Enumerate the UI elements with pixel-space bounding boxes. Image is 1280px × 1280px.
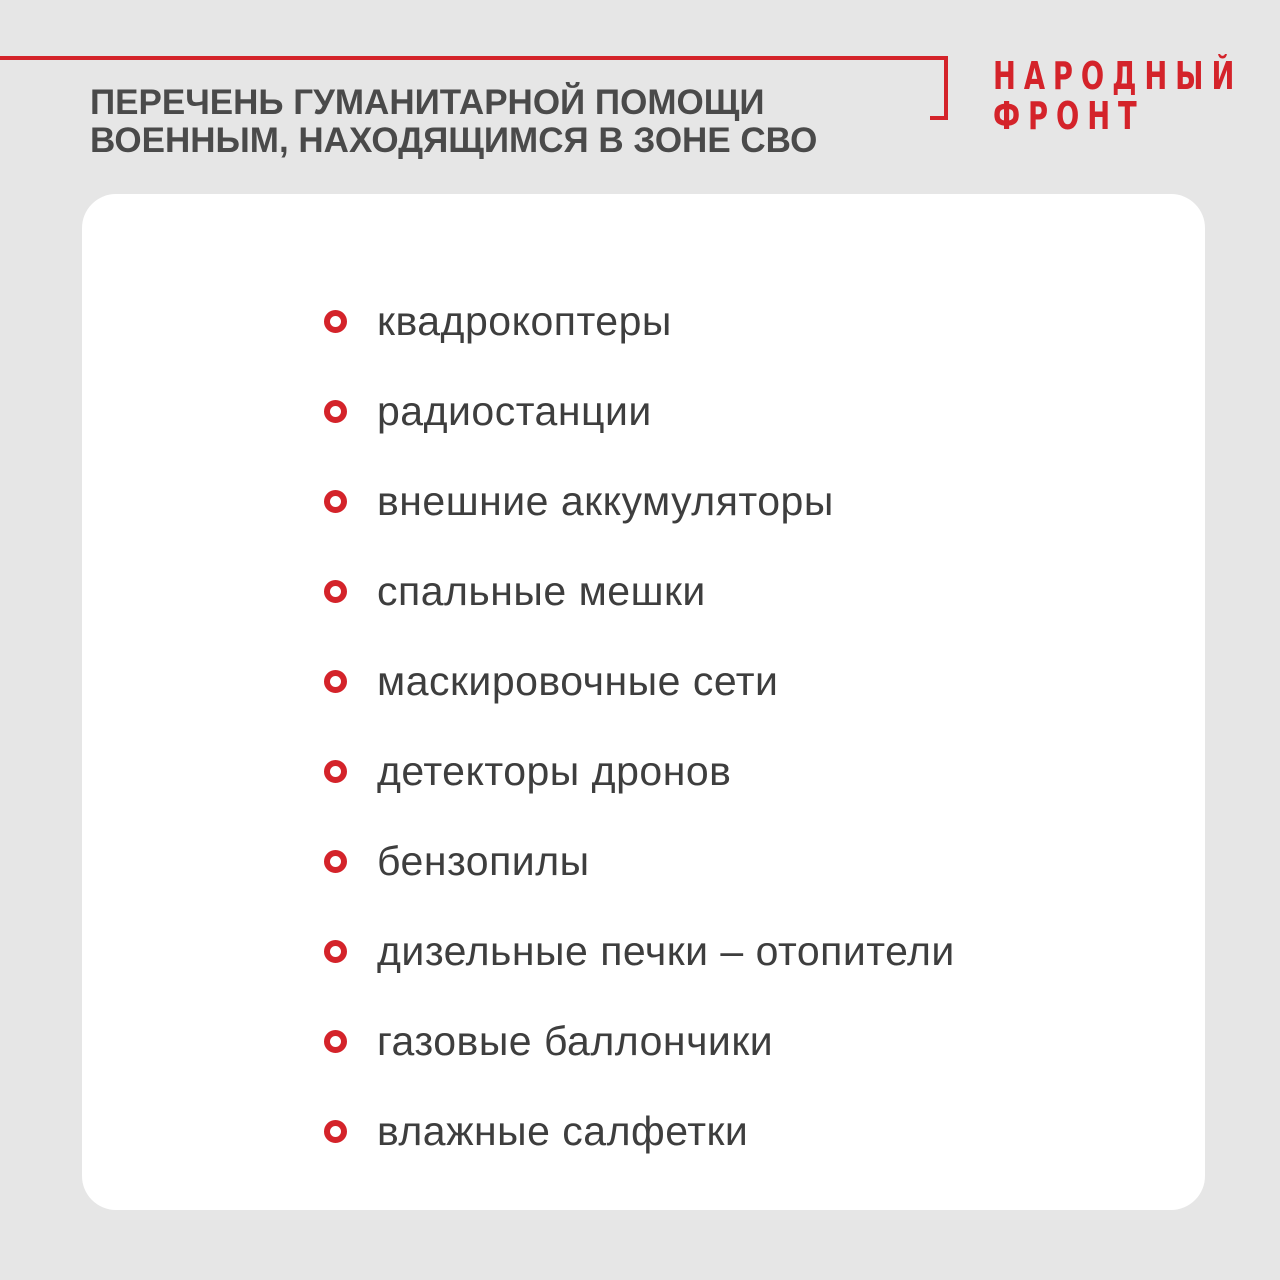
- ring-bullet-icon: [324, 490, 347, 513]
- ring-bullet-icon: [324, 760, 347, 783]
- top-red-rule: [0, 56, 948, 60]
- ring-bullet-icon: [324, 850, 347, 873]
- list-item: [324, 456, 955, 546]
- list-item: [324, 276, 955, 366]
- list-item-label: дизельные печки – отопители: [377, 927, 955, 974]
- list-item-label: радиостанции: [377, 387, 652, 434]
- list-item-label: маскировочные сети: [377, 657, 779, 704]
- list-item: [324, 636, 955, 726]
- list-item-label: детекторы дронов: [377, 747, 732, 794]
- list-item: [324, 366, 955, 456]
- logo-line-1: НАРОДНЫЙ: [993, 54, 1243, 98]
- list-item-label: квадрокоптеры: [377, 297, 672, 344]
- aid-items-list: [324, 276, 955, 1176]
- list-item-label: влажные салфетки: [377, 1107, 749, 1154]
- ring-bullet-icon: [324, 580, 347, 603]
- header-bracket-vertical: [944, 56, 948, 120]
- list-item-label: бензопилы: [377, 837, 590, 884]
- list-item: [324, 906, 955, 996]
- list-item: [324, 546, 955, 636]
- logo-line-2: ФРОНТ: [993, 94, 1145, 138]
- list-item-label: внешние аккумуляторы: [377, 477, 834, 524]
- list-item: [324, 996, 955, 1086]
- narodny-front-logo: [993, 56, 1242, 136]
- page-title-line-1: ПЕРЕЧЕНЬ ГУМАНИТАРНОЙ ПОМОЩИ: [90, 83, 765, 122]
- page-title-line-2: ВОЕННЫМ, НАХОДЯЩИМСЯ В ЗОНЕ СВО: [90, 121, 818, 160]
- page-title: [90, 84, 817, 160]
- ring-bullet-icon: [324, 1120, 347, 1143]
- list-item-label: газовые баллончики: [377, 1017, 774, 1064]
- list-item: [324, 726, 955, 816]
- ring-bullet-icon: [324, 400, 347, 423]
- ring-bullet-icon: [324, 670, 347, 693]
- list-item-label: спальные мешки: [377, 567, 706, 614]
- content-card: [82, 194, 1205, 1210]
- ring-bullet-icon: [324, 1030, 347, 1053]
- ring-bullet-icon: [324, 940, 347, 963]
- list-item: [324, 1086, 955, 1176]
- list-item: [324, 816, 955, 906]
- ring-bullet-icon: [324, 310, 347, 333]
- header-bracket-foot: [930, 116, 948, 120]
